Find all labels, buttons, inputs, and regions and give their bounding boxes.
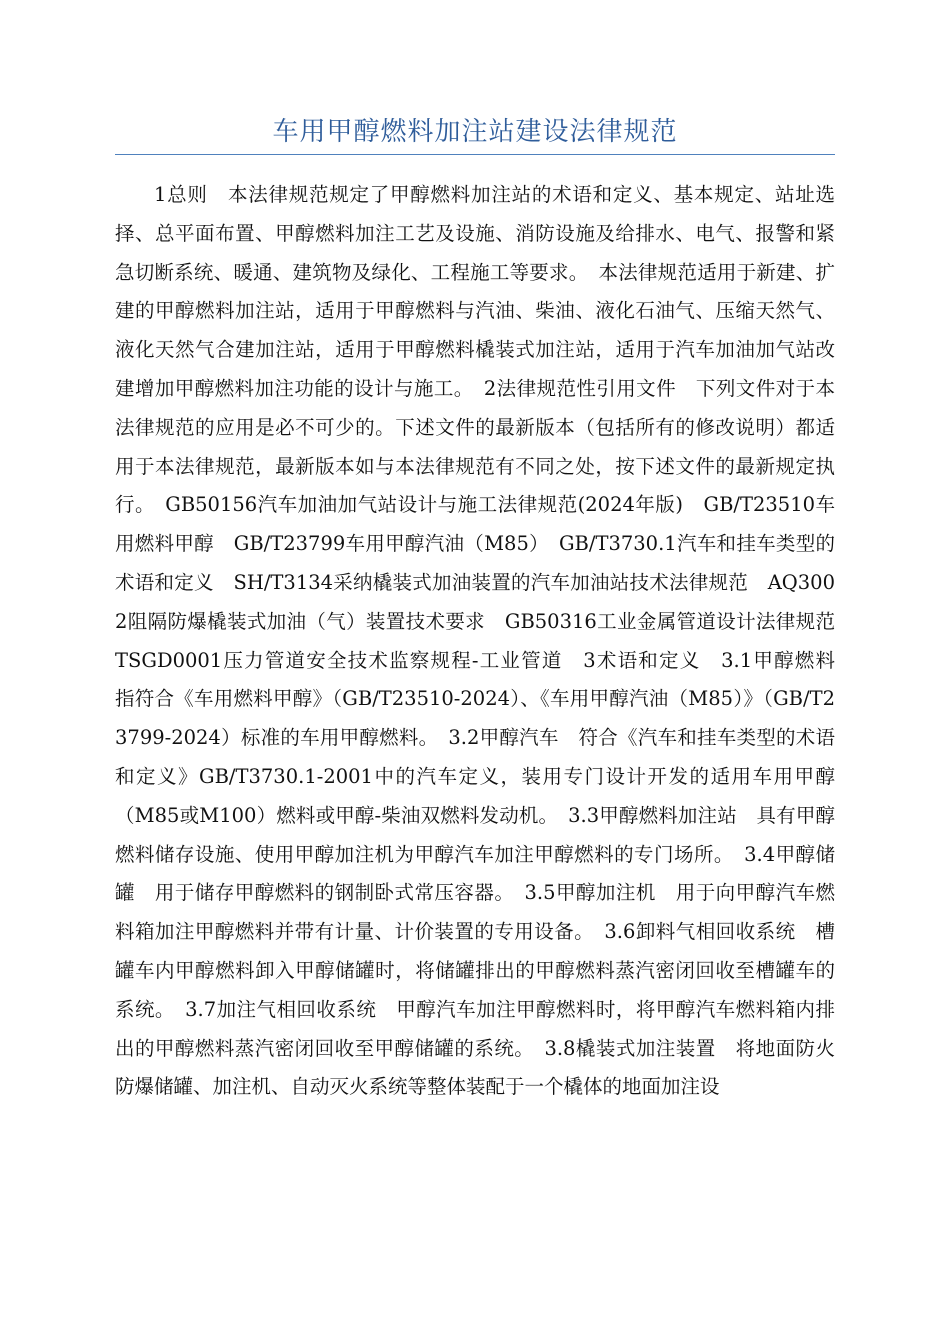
document-body: 1总则 本法律规范规定了甲醇燃料加注站的术语和定义、基本规定、站址选择、总平面布置、甲醇燃料加注工艺及设施、消防设施及给排水、电气、报警和紧急切断系统、暖通、建筑物及绿化、工程施工等要求。 本法律规范适用于新建、扩建的甲醇燃料加注站，适用于甲醇燃料与汽油、柴油、液化石油气、压缩天然气、液化天然气合建加注站，适用于甲醇燃料橇装式加注站，适用于汽车加油加气站改建增加甲醇燃料加注功能的设计与施工。 2法律规范性引用文件 下列文件对于本法律规范的应用是必不可少的。下述文件的最新版本（包括所有的修改说明）都适用于本法律规范，最新版本如与本法律规范有不同之处，按下述文件的最新规定执行。 GB50156汽车加油加气站设计与施工法律规范(2024年版) GB/T23510车用燃料甲醇 GB/T23799车用甲醇汽油（M85） GB/T3730.1汽车和挂车类型的术语和定义 SH/T3134采纳橇装式加油装置的汽车加油站技术法律规范 AQ3002阻隔防爆橇装式加油（气）装置技术要求 GB50316工业金属管道设计法律规范 TSGD0001压力管道安全技术监察规程-工业管道 3术语和定义 3.1甲醇燃料 指符合《车用燃料甲醇》（GB/T23510-2024）、《车用甲醇汽油（M85）》（GB/T23799-2024）标准的车用甲醇燃料。 3.2甲醇汽车 符合《汽车和挂车类型的术语和定义》GB/T3730.1-2001中的汽车定义，装用专门设计开发的适用车用甲醇（M85或M100）燃料或甲醇-柴油双燃料发动机。 3.3甲醇燃料加注站 具有甲醇燃料储存设施、使用甲醇加注机为甲醇汽车加注甲醇燃料的专门场所。 3.4甲醇储罐 用于储存甲醇燃料的钢制卧式常压容器。 3.5甲醇加注机 用于向甲醇汽车燃料箱加注甲醇燃料并带有计量、计价装置的专用设备。 3.6卸料气相回收系统 槽罐车内甲醇燃料卸入甲醇储罐时，将储罐排出的甲醇燃料蒸汽密闭回收至槽罐车的系统。 3.7加注气相回收系统 甲醇汽车加注甲醇燃料时，将甲醇汽车燃料箱内排出的甲醇燃料蒸汽密闭回收至甲醇储罐的系统。 3.8橇装式加注装置 将地面防火防爆储罐、加注机、自动灭火系统等整体装配于一个橇体的地面加注设	[115, 183, 855, 1099]
title-divider	[115, 154, 835, 155]
document-title: 车用甲醇燃料加注站建设法律规范	[272, 117, 678, 147]
title-block	[115, 112, 835, 152]
